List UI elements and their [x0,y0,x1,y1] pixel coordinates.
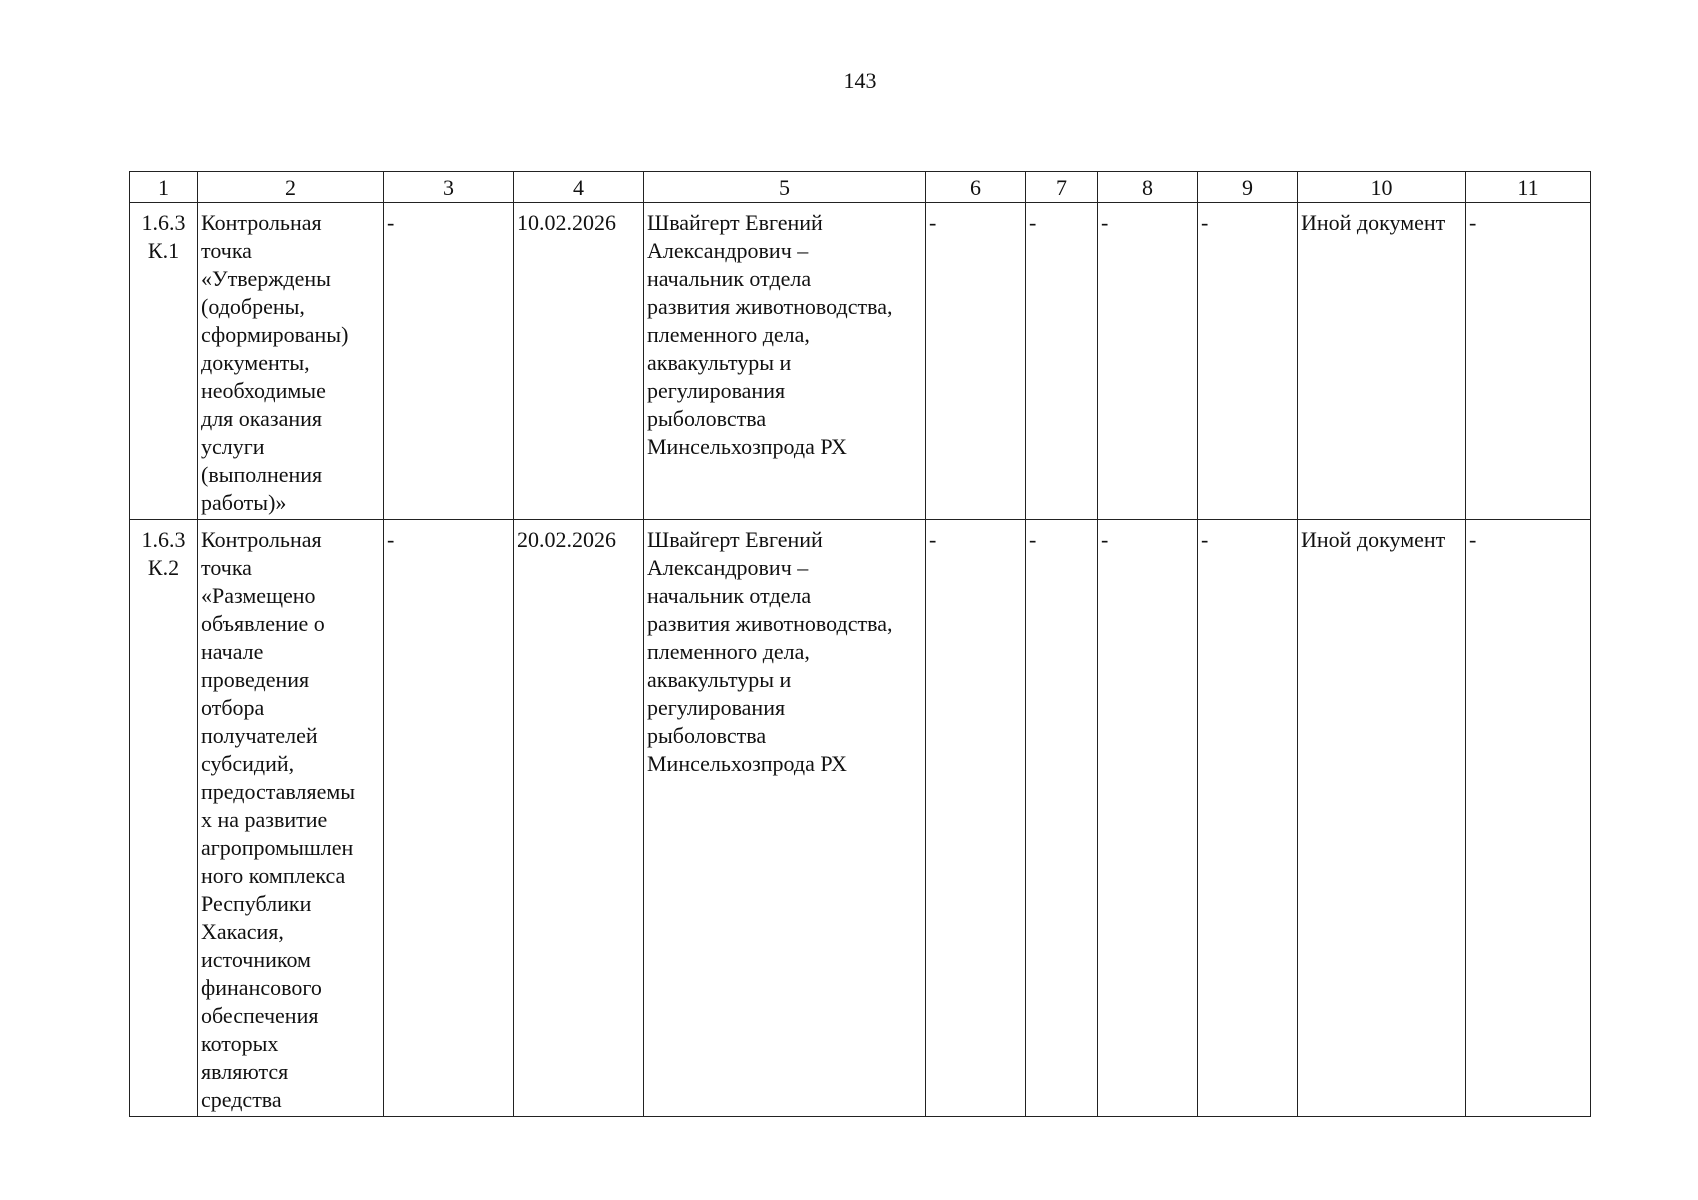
document-type: Иной документ [1298,520,1466,1117]
cell-col-7: - [1026,203,1098,520]
table-row [130,203,1591,520]
cell-col-3: - [384,520,514,1117]
cell-col-7: - [1026,520,1098,1117]
row-number: 1.6.3 К.2 [130,520,198,1117]
header-cell-6: 6 [926,172,1026,203]
cell-col-6: - [926,520,1026,1117]
header-cell-10: 10 [1298,172,1466,203]
header-cell-2: 2 [198,172,384,203]
header-cell-7: 7 [1026,172,1098,203]
header-cell-3: 3 [384,172,514,203]
cell-col-11: - [1466,203,1591,520]
responsible-person: Швайгерт Евгений Александрович – начальник отдела развития животноводства, племенного дела, аквакультуры и регулирования рыболовства Минсельхозпрода РХ [644,203,926,520]
header-cell-4: 4 [514,172,644,203]
control-points-table [129,171,1591,1117]
control-point-description: Контрольная точка «Утверждены (одобрены, сформированы) документы, необходимые для оказания услуги (выполнения работы)» [198,203,384,520]
document-type: Иной документ [1298,203,1466,520]
cell-col-3: - [384,203,514,520]
header-row [130,172,1591,203]
table-row [130,520,1591,1117]
cell-col-9: - [1198,203,1298,520]
header-cell-9: 9 [1198,172,1298,203]
due-date: 20.02.2026 [514,520,644,1117]
control-point-description: Контрольная точка «Размещено объявление о начале проведения отбора получателей субсидий, предоставляемы х на развитие агропромышлен ного комплекса Республики Хакасия, источником финансового обеспечения которых являются средства [198,520,384,1117]
cell-col-6: - [926,203,1026,520]
cell-col-11: - [1466,520,1591,1117]
page-number: 143 [843,68,877,93]
header-cell-5: 5 [644,172,926,203]
row-number: 1.6.3 К.1 [130,203,198,520]
responsible-person: Швайгерт Евгений Александрович – начальник отдела развития животноводства, племенного дела, аквакультуры и регулирования рыболовства Минсельхозпрода РХ [644,520,926,1117]
cell-col-8: - [1098,520,1198,1117]
cell-col-8: - [1098,203,1198,520]
due-date: 10.02.2026 [514,203,644,520]
cell-col-9: - [1198,520,1298,1117]
header-cell-1: 1 [130,172,198,203]
header-cell-8: 8 [1098,172,1198,203]
header-cell-11: 11 [1466,172,1591,203]
